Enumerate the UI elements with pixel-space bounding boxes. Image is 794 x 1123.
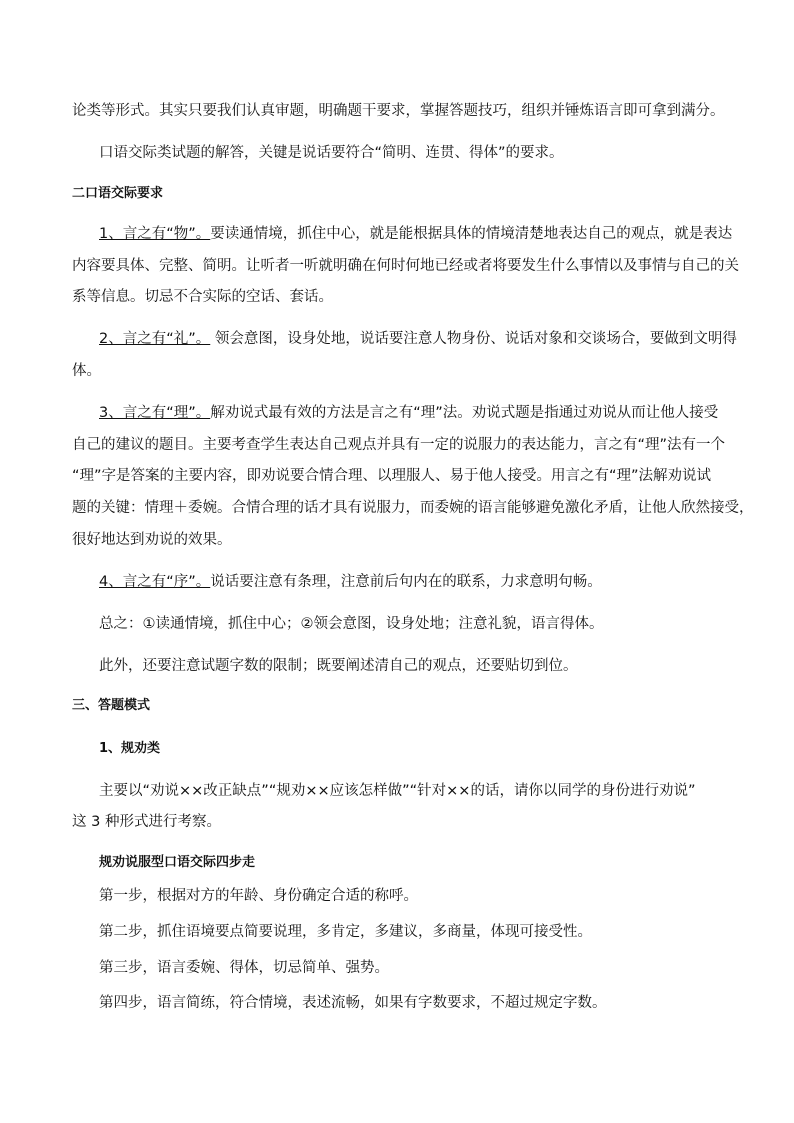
item-heading: 4、言之有“序”。 — [99, 574, 211, 590]
paragraph-line: 第一步，根据对方的年龄、身份确定合适的称呼。 — [99, 888, 418, 904]
paragraph-line: 主要以“劝说××改正缺点”“规劝××应该怎样做”“针对××的话，请你以同学的身份进行劝说” — [99, 783, 696, 799]
sub-heading: 规劝说服型口语交际四步走 — [99, 855, 256, 870]
paragraph-line: 3、言之有“理”。解劝说式最有效的方法是言之有“理”法。劝说式题是指通过劝说从而让他人接受 — [99, 405, 719, 421]
paragraph-line: 第二步，抓住语境要点简要说理，多肯定，多建议，多商量，体现可接受性。 — [99, 924, 592, 940]
paragraph-line: 内容要具体、完整、简明。让听者一听就明确在何时何地已经或者将要发生什么事情以及事情与自己的关 — [72, 258, 739, 274]
paragraph-line: 第三步，语言委婉、得体，切忌简单、强势。 — [99, 960, 389, 976]
paragraph-line: 论类等形式。其实只要我们认真审题，明确题干要求，掌握答题技巧，组织并锤炼语言即可拿到满分。 — [72, 103, 725, 119]
item-heading: 1、言之有“物”。 — [99, 226, 211, 242]
paragraph-line: “理”字是答案的主要内容，即劝说要合情合理、以理服人、易于他人接受。用言之有“理”法解劝说试 — [72, 468, 712, 484]
paragraph-line: 自己的建议的题目。主要考查学生表达自己观点并具有一定的说服力的表达能力，言之有“理”法有一个 — [72, 437, 726, 453]
paragraph-line: 这 3 种形式进行考察。 — [72, 814, 221, 830]
paragraph-line: 总之：①读通情境，抓住中心；②领会意图，设身处地；注意礼貌，语言得体。 — [99, 616, 604, 632]
paragraph-line: 系等信息。切忌不合实际的空话、套话。 — [72, 289, 333, 305]
paragraph-line: 体。 — [72, 363, 101, 379]
paragraph-line: 口语交际类试题的解答，关键是说话要符合“简明、连贯、得体”的要求。 — [99, 145, 564, 161]
section-heading: 二口语交际要求 — [72, 186, 164, 201]
item-heading: 3、言之有“理”。 — [99, 405, 211, 421]
paragraph-line: 题的关键：情理＋委婉。合情合理的话才具有说服力，而委婉的语言能够避免激化矛盾，让他人欣然接受， — [72, 500, 754, 516]
paragraph-line: 2、言之有“礼”。 领会意图，设身处地，说话要注意人物身份、说话对象和交谈场合，要做到文明得 — [99, 331, 737, 347]
sub-heading: 1、规劝类 — [99, 741, 161, 756]
paragraph-line: 此外，还要注意试题字数的限制；既要阐述清自己的观点，还要贴切到位。 — [99, 658, 578, 674]
paragraph-line: 很好地达到劝说的效果。 — [72, 532, 232, 548]
section-heading: 三、答题模式 — [72, 698, 151, 713]
item-heading: 2、言之有“礼”。 — [99, 331, 211, 347]
paragraph-line: 4、言之有“序”。说话要注意有条理，注意前后句内在的联系，力求意明句畅。 — [99, 574, 602, 590]
paragraph-line: 1、言之有“物”。要读通情境，抓住中心，就是能根据具体的情境清楚地表达自己的观点，就是表达 — [99, 226, 733, 242]
paragraph-line: 第四步，语言简练，符合情境，表述流畅，如果有字数要求，不超过规定字数。 — [99, 995, 607, 1011]
